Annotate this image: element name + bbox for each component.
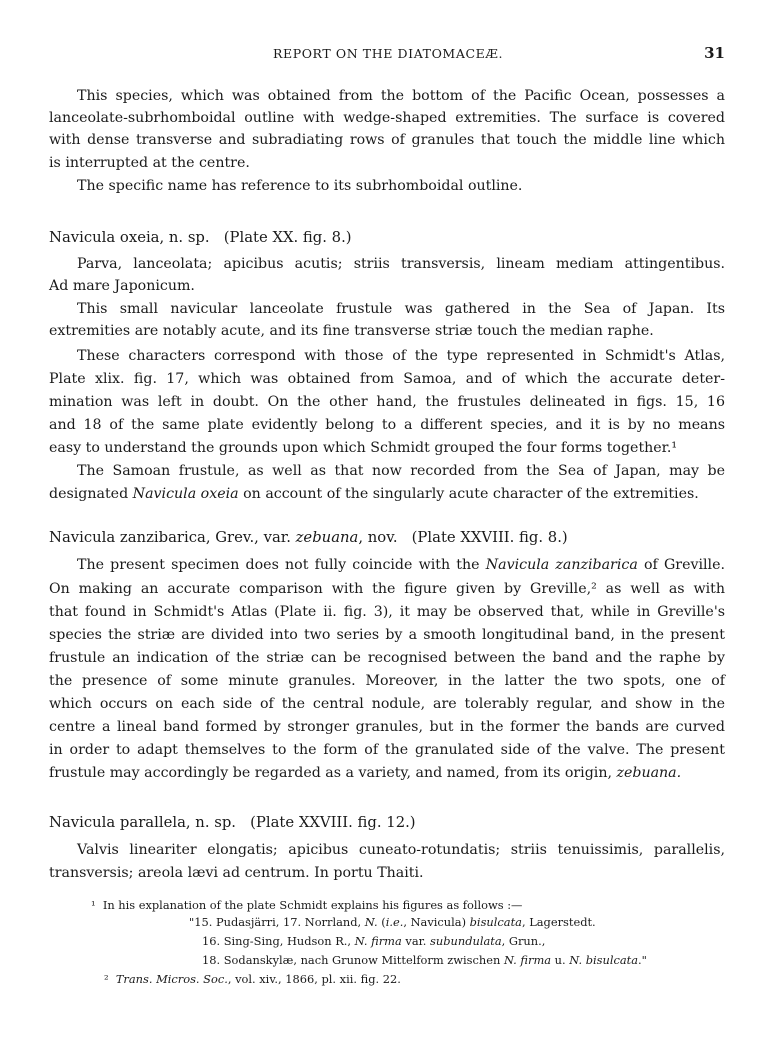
page-number: 31	[704, 44, 725, 62]
text-run: of Greville.	[637, 557, 725, 573]
body-line: mination was left in doubt. On the other hand, the frustules delineated in figs. 15, 16	[49, 394, 725, 410]
diagnosis-line: Valvis lineariter elongatis; apicibus cuneato-rotundatis; striis tenuissimis, parallelis,	[77, 842, 725, 858]
body-line: frustule an indication of the striæ can be recognised between the band and the raphe by	[49, 650, 725, 666]
plate-ref: (Plate XXVIII. fig. 12.)	[250, 814, 416, 831]
body-line: easy to understand the grounds upon which Schmidt grouped the four forms together.¹	[49, 440, 678, 456]
text-italic: i.e.	[385, 915, 404, 929]
footnote-2	[104, 972, 401, 987]
body-line: Plate xlix. fig. 17, which was obtained from Samoa, and of which the accurate deter-	[49, 371, 725, 387]
footnote-marker: ²	[104, 972, 109, 986]
body-line: lanceolate-subrhomboidal outline with wedge-shaped extremities. The surface is covered	[49, 110, 725, 126]
body-line: centre a lineal band formed by stronger granules, but in the former the bands are curved	[49, 719, 725, 735]
text-run: 18. Sodanskylæ, nach Grunow Mittelform zwischen	[202, 953, 504, 967]
text-run: (	[377, 915, 386, 929]
text-run: , Navicula)	[403, 915, 470, 929]
text-run: , Lagerstedt.	[521, 915, 596, 929]
text-italic: N. bisulcata	[569, 953, 639, 967]
body-line: with dense transverse and subradiating rows of granules that touch the middle line which	[49, 132, 725, 148]
body-line: extremities are notably acute, and its fine transverse striæ touch the median raphe.	[49, 323, 654, 339]
footnote-1-line	[189, 915, 596, 930]
species-suffix: , nov.	[358, 529, 398, 546]
footnote-text: , vol. xiv., 1866, pl. xii. fig. 22.	[227, 972, 401, 986]
footnote-1-line	[202, 953, 647, 968]
body-line: is interrupted at the centre.	[49, 155, 250, 171]
text-run: var.	[401, 934, 431, 948]
species-name: Navicula oxeia, n. sp.	[49, 229, 210, 246]
variety-italic: zebuana	[295, 529, 359, 546]
body-line	[49, 555, 725, 575]
footnote-1-line	[202, 934, 545, 949]
species-heading-zanzibarica	[49, 528, 725, 548]
diagnosis-line: Ad mare Japonicum.	[49, 278, 195, 294]
text-run: frustule may accordingly be regarded as a variety, and named, from its origin,	[49, 765, 617, 781]
text-run: The present specimen does not fully coincide with the	[77, 557, 486, 573]
text-italic: N. firma	[354, 934, 402, 948]
body-line: in order to adapt themselves to the form of the granulated side of the valve. The present	[49, 742, 725, 758]
text-run: designated	[49, 486, 133, 502]
body-line: the presence of some minute granules. Moreover, in the latter the two spots, one of	[49, 673, 725, 689]
body-line: that found in Schmidt's Atlas (Plate ii. fig. 3), it may be observed that, while in Greville's	[49, 604, 725, 620]
text-run: 16. Sing-Sing, Hudson R.,	[202, 934, 355, 948]
running-title: REPORT ON THE DIATOMACEÆ.	[272, 46, 504, 61]
taxon-italic: Navicula zanzibarica	[485, 557, 638, 573]
species-name: Navicula parallela, n. sp.	[49, 814, 237, 831]
text-run: u.	[551, 953, 570, 967]
body-line: The Samoan frustule, as well as that now recorded from the Sea of Japan, may be	[77, 463, 725, 479]
body-line	[49, 763, 725, 783]
text-run: "15. Pudasjärri, 17. Norrland,	[189, 915, 365, 929]
plate-ref: (Plate XXVIII. fig. 8.)	[411, 529, 568, 546]
journal-title: Trans. Micros. Soc.	[115, 972, 228, 986]
text-run: ."	[638, 953, 647, 967]
body-line: These characters correspond with those of the type represented in Schmidt's Atlas,	[77, 348, 725, 364]
text-run: on account of the singularly acute character of the extremities.	[238, 486, 699, 502]
text-italic: N. firma	[503, 953, 552, 967]
variety-italic: zebuana.	[616, 765, 682, 781]
footnote-text: In his explanation of the plate Schmidt explains his figures as follows :—	[102, 898, 523, 912]
text-italic: subundulata	[430, 934, 502, 948]
body-line: This small navicular lanceolate frustule was gathered in the Sea of Japan. Its	[77, 301, 725, 317]
text-run: , Grun.,	[501, 934, 546, 948]
footnote-1	[91, 898, 522, 913]
species-heading-oxeia	[49, 228, 725, 248]
body-line	[49, 484, 725, 504]
diagnosis-line: Parva, lanceolata; apicibus acutis; striis transversis, lineam mediam attingentibus.	[77, 256, 725, 272]
species-heading-parallela	[49, 813, 725, 833]
text-italic: bisulcata	[469, 915, 522, 929]
text-italic: N.	[364, 915, 378, 929]
body-line: This species, which was obtained from the bottom of the Pacific Ocean, possesses a	[77, 88, 725, 104]
body-line: The specific name has reference to its subrhomboidal outline.	[77, 178, 523, 194]
body-line: species the striæ are divided into two series by a smooth longitudinal band, in the present	[49, 627, 725, 643]
footnote-marker: ¹	[91, 898, 96, 912]
taxon-italic: Navicula oxeia	[132, 486, 239, 502]
diagnosis-line: transversis; areola lævi ad centrum. In portu Thaiti.	[49, 865, 424, 881]
running-header	[0, 44, 776, 64]
body-line: and 18 of the same plate evidently belong to a different species, and it is by no means	[49, 417, 725, 433]
body-line: On making an accurate comparison with the figure given by Greville,² as well as with	[49, 581, 725, 597]
plate-ref: (Plate XX. fig. 8.)	[223, 229, 352, 246]
species-name: Navicula zanzibarica, Grev., var.	[49, 529, 296, 546]
body-line: which occurs on each side of the central nodule, are tolerably regular, and show in the	[49, 696, 725, 712]
